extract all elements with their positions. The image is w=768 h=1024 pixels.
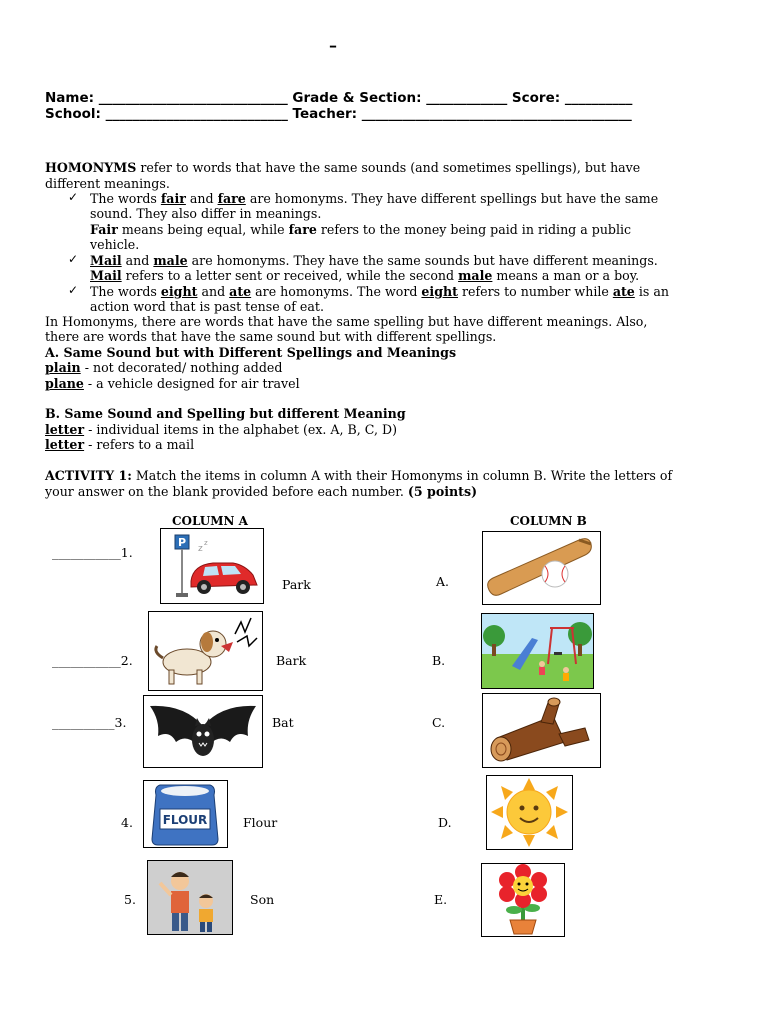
bat-animal-image bbox=[143, 695, 263, 768]
section-b-title: B. Same Sound and Spelling but different Meaning bbox=[45, 406, 406, 421]
intro-line-2: different meanings. bbox=[45, 176, 170, 191]
flour-icon bbox=[144, 781, 227, 847]
bullet-1-line-3: Fair means being equal, while fare refers to the money being paid in riding a public bbox=[90, 222, 632, 237]
column-a-heading: COLUMN A bbox=[172, 514, 248, 528]
flower-image bbox=[481, 863, 565, 937]
car-parked-image bbox=[160, 528, 264, 604]
flour-bag-label: FLOUR bbox=[162, 813, 208, 827]
father-son-image bbox=[147, 860, 233, 935]
father-son-icon bbox=[148, 861, 232, 934]
check-icon: ✓ bbox=[68, 252, 79, 266]
log-icon bbox=[483, 694, 600, 767]
bullet-1-line-1: The words fair and fare are homonyms. They have different spellings but have the same bbox=[90, 191, 659, 206]
option-letter-d: D. bbox=[438, 815, 452, 830]
section-b-item-2: letter - refers to a mail bbox=[45, 437, 195, 452]
word-flour: Flour bbox=[243, 815, 278, 830]
section-a-item-1: plain - not decorated/ nothing added bbox=[45, 360, 283, 375]
section-b-item-1: letter - individual items in the alphabet (ex. A, B, C, D) bbox=[45, 422, 397, 437]
sun-image bbox=[486, 775, 573, 850]
word-bark: Bark bbox=[276, 653, 307, 668]
car-icon bbox=[161, 529, 263, 603]
option-letter-a: A. bbox=[436, 574, 450, 589]
bullet-1-line-2: sound. They also differ in meanings. bbox=[90, 206, 322, 221]
bat-icon bbox=[144, 696, 262, 767]
column-b-heading: COLUMN B bbox=[510, 514, 587, 528]
barking-dog-image bbox=[148, 611, 263, 691]
flower-icon bbox=[482, 864, 564, 936]
word-bat: Bat bbox=[272, 715, 294, 730]
option-letter-b: B. bbox=[432, 653, 446, 668]
check-icon: ✓ bbox=[68, 190, 79, 204]
answer-number-5: 5. bbox=[124, 892, 136, 907]
bullet-1-line-4: vehicle. bbox=[90, 237, 140, 252]
word-son: Son bbox=[250, 892, 275, 907]
section-a-title: A. Same Sound but with Different Spellings and Meanings bbox=[45, 345, 457, 360]
bullet-2-line-1: Mail and male are homonyms. They have the same sounds but have different meanings. bbox=[90, 253, 658, 268]
option-letter-e: E. bbox=[434, 892, 448, 907]
answer-blank-3[interactable]: __________3. bbox=[52, 715, 127, 730]
dog-icon bbox=[149, 612, 262, 690]
bullet-2-line-2: Mail refers to a letter sent or received, while the second male means a man or a boy. bbox=[90, 268, 640, 283]
answer-blank-2[interactable]: ___________2. bbox=[52, 653, 133, 668]
sun-icon bbox=[487, 776, 572, 849]
baseball-bat-icon bbox=[483, 532, 600, 604]
option-letter-c: C. bbox=[432, 715, 446, 730]
word-park: Park bbox=[282, 577, 311, 592]
section-a-item-2: plane - a vehicle designed for air travel bbox=[45, 376, 300, 391]
para-2-line-1: In Homonyms, there are words that have the same spelling but have different meanings. Also, bbox=[45, 314, 648, 329]
parking-sign-letter: P bbox=[177, 536, 187, 549]
park-icon bbox=[482, 614, 593, 688]
check-icon: ✓ bbox=[68, 283, 79, 297]
svg-text:z: z bbox=[198, 544, 203, 554]
bullet-3-line-2: action word that is past tense of eat. bbox=[90, 299, 324, 314]
baseball-bat-image bbox=[482, 531, 601, 605]
activity-line-2: your answer on the blank provided before each number. (5 points) bbox=[45, 484, 478, 499]
intro-line-1: HOMONYMS refer to words that have the same sounds (and sometimes spellings), but have bbox=[45, 160, 641, 175]
header-name-line: Name: ____________________________ Grade & Section: ____________ Score: __________ bbox=[45, 90, 633, 106]
log-image bbox=[482, 693, 601, 768]
svg-text:z: z bbox=[204, 539, 208, 547]
para-2-line-2: there are words that have the same sound but with different spellings. bbox=[45, 329, 497, 344]
playground-park-image bbox=[481, 613, 594, 689]
top-mark: – bbox=[329, 36, 337, 55]
flour-bag-image bbox=[143, 780, 228, 848]
header-school-line: School: ___________________________ Teacher: ________________________________________ bbox=[45, 106, 632, 122]
answer-blank-1[interactable]: ___________1. bbox=[52, 545, 133, 560]
activity-line-1: ACTIVITY 1: Match the items in column A with their Homonyms in column B. Write the letters of bbox=[45, 468, 673, 483]
answer-number-4: 4. bbox=[121, 815, 133, 830]
bullet-3-line-1: The words eight and ate are homonyms. The word eight refers to number while ate is an bbox=[90, 284, 669, 299]
